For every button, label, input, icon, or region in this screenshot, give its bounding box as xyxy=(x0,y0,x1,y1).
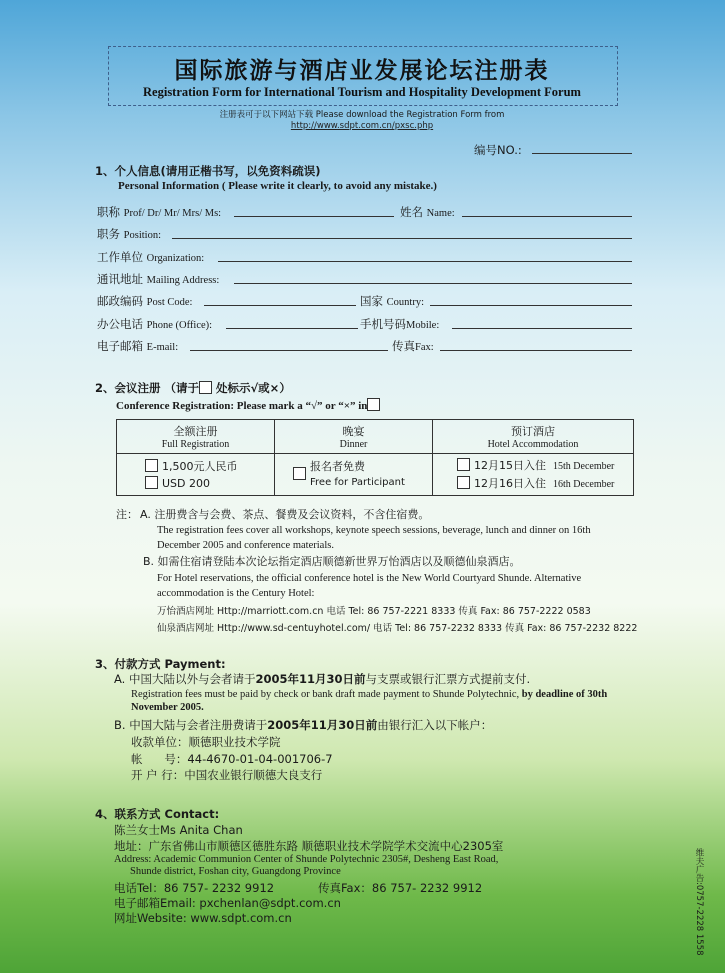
contact-person: 陈兰女士Ms Anita Chan xyxy=(114,823,243,837)
organization-label xyxy=(97,249,204,265)
hotel-courtyard-info: 万怡酒店网址 Http://marriott.com.cn 电话 Tel: 86 757-2221 8333 传真 Fax: 86 757-2222 0583 xyxy=(157,606,591,617)
organization-label-en: Organization: xyxy=(146,253,205,264)
payment-a-en-1: Registration fees must be paid by check or bank draft made payment to Shunde Polytechnic, xyxy=(131,689,520,700)
contact-fax: 传真Fax：86 757- 2232 9912 xyxy=(318,881,483,895)
section3-title: 3、付款方式 Payment: xyxy=(95,657,226,671)
note-b-en-text: For Hotel reservations, the official conference hotel is the New World Courtyard Shunde. Alternative accommodation is the Century Hotel: xyxy=(157,573,582,599)
hotel-option-16-cn: 12月16日入住 xyxy=(474,476,546,490)
payment-a-cn xyxy=(114,671,530,688)
name-label-en: Name: xyxy=(426,208,455,219)
note-a-en xyxy=(157,523,627,553)
checkbox-icon[interactable] xyxy=(457,476,470,489)
payment-b-cn-1: B. 中国大陆与会者注册费请于 xyxy=(114,718,268,732)
position-label-en: Position: xyxy=(123,230,162,241)
header-hotel-cn: 预订酒店 xyxy=(511,425,555,438)
hotel-option-15-en: 15th December xyxy=(553,460,615,472)
checkbox-icon[interactable] xyxy=(457,458,470,471)
address-label-en: Mailing Address: xyxy=(146,275,220,286)
full-option-rmb[interactable] xyxy=(145,458,273,475)
position-label-cn: 职务 xyxy=(97,227,120,241)
payee: 收款单位：顺德职业技术学院 xyxy=(131,735,281,749)
hotel-options xyxy=(433,454,634,496)
name-label xyxy=(400,204,455,220)
payment-a-cn-1: A. 中国大陆以外与会者请于 xyxy=(114,672,256,686)
address-label xyxy=(97,271,219,287)
name-field[interactable] xyxy=(462,216,632,217)
payment-a-en xyxy=(131,688,641,714)
postcode-label-cn: 邮政编码 xyxy=(97,294,143,308)
account-number: 帐 号：44-4670-01-04-001706-7 xyxy=(131,752,333,766)
payment-b-cn-2: 由银行汇入以下帐户： xyxy=(377,718,493,732)
country-label xyxy=(360,293,424,309)
note-a-cn: A. 注册费含与会费、茶点、餐费及会议资料，不含住宿费。 xyxy=(140,508,430,521)
table-header-row xyxy=(117,420,634,454)
fax-label-cn: 传真 xyxy=(392,339,415,353)
serial-field[interactable] xyxy=(532,153,632,154)
contact-tel: 电话Tel：86 757- 2232 9912 xyxy=(114,881,275,895)
hotel-century-info: 仙泉酒店网址 Http://www.sd-centuyhotel.com/ 电话 Tel: 86 757-2232 8333 传真 Fax: 86 757-2232 8222 xyxy=(157,623,638,634)
organization-field[interactable] xyxy=(218,261,632,262)
section1-title: 1、个人信息(请用正楷书写，以免资料疏误) xyxy=(95,164,321,178)
postcode-label-en: Post Code: xyxy=(146,297,193,308)
dinner-option-en: Free for Participant xyxy=(310,477,405,488)
hotel-option-16[interactable] xyxy=(457,475,632,493)
email-label-en: E-mail: xyxy=(146,342,179,353)
position-label xyxy=(97,226,161,242)
mobile-field[interactable] xyxy=(452,328,632,329)
email-label xyxy=(97,338,178,354)
download-text: 注册表可于以下网站下载 Please download the Registration Form from xyxy=(219,110,505,120)
note-b-cn: B. 如需住宿请登陆本次论坛指定酒店顺德新世界万怡酒店以及顺德仙泉酒店。 xyxy=(143,555,521,568)
phone-label xyxy=(97,316,212,332)
notes-prefix: 注： xyxy=(116,508,138,521)
phone-field[interactable] xyxy=(226,328,358,329)
side-credit: 维夫广告:0757-2228 1558 xyxy=(694,848,704,956)
contact-address-cn: 地址：广东省佛山市顺德区德胜东路 顺德职业技术学院学术交流中心2305室 xyxy=(114,839,504,853)
payment-b-cn xyxy=(114,717,492,734)
email-label-cn: 电子邮箱 xyxy=(97,339,143,353)
note-a-en-text: The registration fees cover all workshops, keynote speech sessions, beverage, lunch and dinner on 16th December 2005 and conference materials. xyxy=(157,525,591,551)
phone-label-en: Phone (Office): xyxy=(146,320,213,331)
serial-label: 编号NO.: xyxy=(474,143,522,157)
checkbox-icon[interactable] xyxy=(145,459,158,472)
contact-address-en-1: Address: Academic Communion Center of Shunde Polytechnic 2305#, Desheng East Road, xyxy=(114,854,499,865)
full-option-usd[interactable] xyxy=(145,475,273,492)
title-label-cn: 职称 xyxy=(97,205,120,219)
table-row xyxy=(117,454,634,496)
title-field[interactable] xyxy=(234,216,394,217)
dinner-option[interactable] xyxy=(275,454,433,496)
address-label-cn: 通讯地址 xyxy=(97,272,143,286)
header-dinner xyxy=(275,420,433,454)
payment-a-en-deadline: by deadline of 30th November 2005. xyxy=(131,689,608,713)
payment-b-deadline: 2005年11月30日前 xyxy=(267,718,378,732)
address-field[interactable] xyxy=(234,283,632,284)
fax-label xyxy=(392,338,434,354)
phone-label-cn: 办公电话 xyxy=(97,317,143,331)
header-full-cn: 全额注册 xyxy=(173,425,218,438)
country-field[interactable] xyxy=(430,305,632,306)
section4-title: 4、联系方式 Contact: xyxy=(95,807,220,821)
fax-label-en: Fax: xyxy=(415,342,434,353)
title-label xyxy=(97,204,221,220)
payment-a-cn-2: 与支票或银行汇票方式提前支付. xyxy=(365,672,531,686)
full-option-rmb-label: 1,500元人民币 xyxy=(162,459,238,473)
header-dinner-cn: 晚宴 xyxy=(342,425,365,438)
contact-address-en-2: Shunde district, Foshan city, Guangdong Province xyxy=(130,866,341,877)
header-dinner-en: Dinner xyxy=(339,439,368,450)
country-label-cn: 国家 xyxy=(360,294,383,308)
section2-title xyxy=(95,380,291,396)
hotel-option-16-en: 16th December xyxy=(553,478,615,490)
checkbox-icon[interactable] xyxy=(293,467,306,480)
mobile-label xyxy=(360,316,439,332)
mobile-label-cn: 手机号码 xyxy=(360,317,406,331)
mark-box-icon xyxy=(367,398,380,411)
postcode-field[interactable] xyxy=(204,305,356,306)
download-note xyxy=(108,110,616,132)
payment-a-deadline: 2005年11月30日前 xyxy=(255,672,366,686)
postcode-label xyxy=(97,293,192,309)
section2-title-b: 处标示√或×） xyxy=(216,381,291,395)
note-b-en xyxy=(157,571,627,601)
header-hotel xyxy=(433,420,634,454)
section2-subtitle xyxy=(116,398,384,412)
name-label-cn: 姓名 xyxy=(400,205,423,219)
organization-label-cn: 工作单位 xyxy=(97,250,143,264)
page-subtitle: Registration Form for International Tourism and Hospitality Development Forum xyxy=(143,85,581,99)
full-option-usd-label: USD 200 xyxy=(162,476,210,490)
email-field[interactable] xyxy=(190,350,388,351)
bank-name: 开 户 行：中国农业银行顺德大良支行 xyxy=(131,768,323,782)
dinner-option-cn: 报名者免费 xyxy=(310,460,365,473)
mark-box-icon xyxy=(199,381,212,394)
contact-website[interactable]: 网址Website: www.sdpt.com.cn xyxy=(114,911,292,925)
page-title: 国际旅游与酒店业发展论坛注册表 xyxy=(174,58,550,84)
title-label-en: Prof/ Dr/ Mr/ Mrs/ Ms: xyxy=(123,208,222,219)
country-label-en: Country: xyxy=(386,297,424,308)
registration-table xyxy=(116,419,634,496)
section2-title-a: 2、会议注册 （请于 xyxy=(95,381,200,395)
position-field[interactable] xyxy=(172,238,632,239)
section1-subtitle: Personal Information ( Please write it clearly, to avoid any mistake.) xyxy=(118,180,437,192)
header-full-en: Full Registration xyxy=(161,439,230,450)
fax-field[interactable] xyxy=(440,350,632,351)
hotel-option-15-cn: 12月15日入住 xyxy=(474,458,546,472)
mobile-label-en: Mobile: xyxy=(406,320,440,331)
full-options xyxy=(117,454,275,496)
header-full xyxy=(117,420,275,454)
checkbox-icon[interactable] xyxy=(145,476,158,489)
contact-email[interactable]: 电子邮箱Email: pxchenlan@sdpt.com.cn xyxy=(114,896,341,910)
download-link[interactable]: http://www.sdpt.com.cn/pxsc.php xyxy=(290,121,434,131)
hotel-option-15[interactable] xyxy=(457,457,632,475)
header-hotel-en: Hotel Accommodation xyxy=(487,439,579,450)
section2-subtitle-text: Conference Registration: Please mark a “√” or “×” in xyxy=(116,400,368,412)
